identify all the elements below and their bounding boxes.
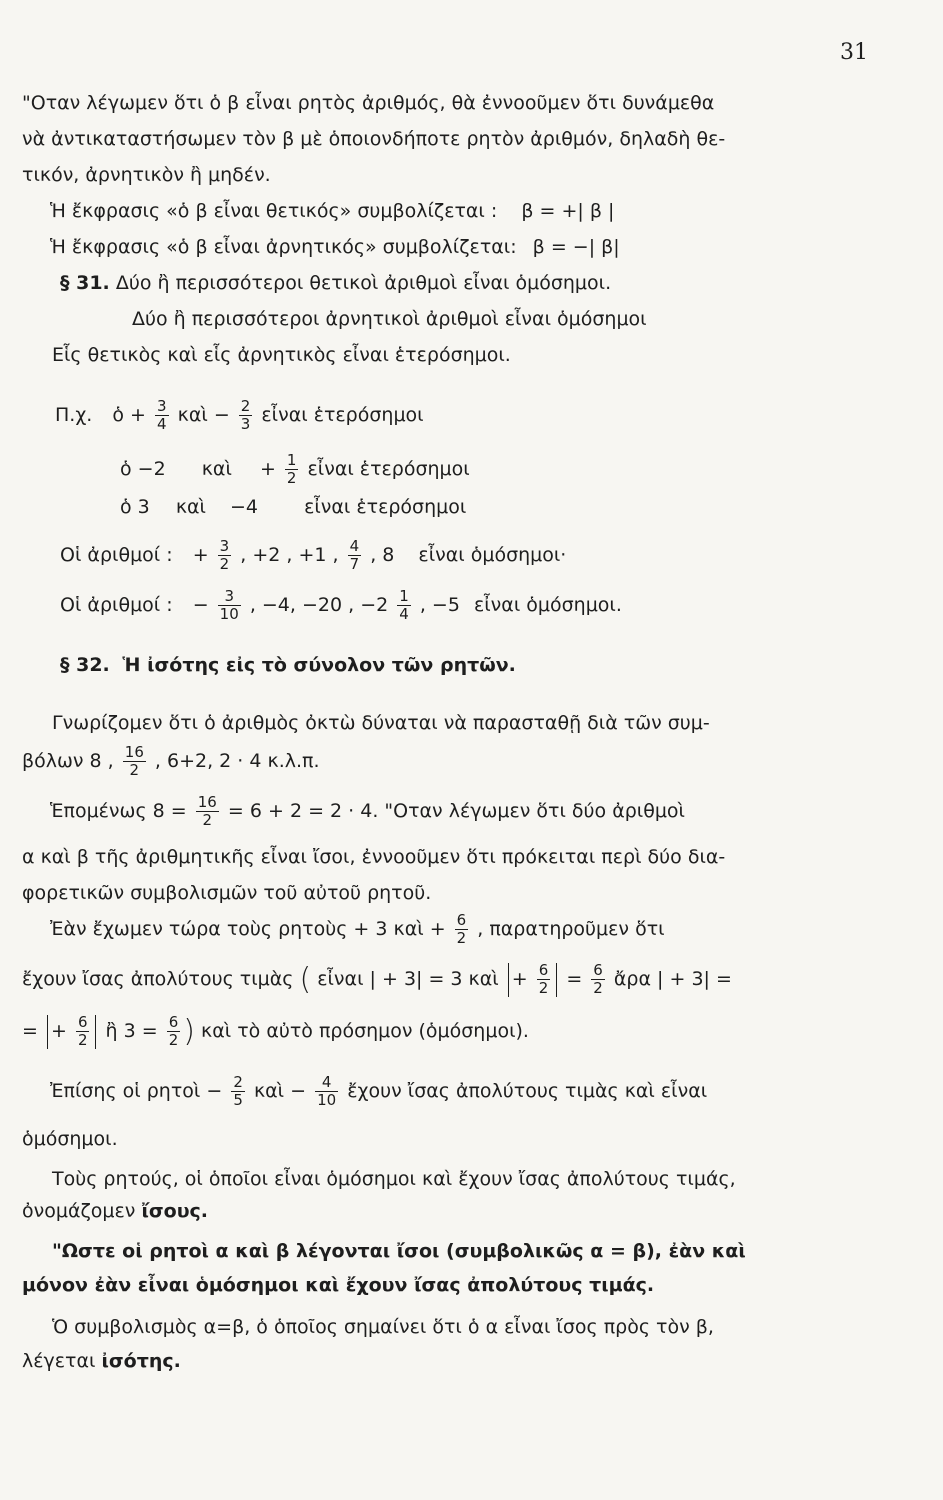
fraction: $\frac{6}{2}$ [593,961,603,997]
paragraph-line: Ἐὰν ἔχωμεν τώρα τοὺς ρητοὺς + 3 καὶ + $\frac{6}{2}$ , παρατηροῦμεν ὅτι [50,911,665,947]
paragraph-line: Ὁ συμβολισμὸς α=β, ὁ ὁποῖος σημαίνει ὅτι ὁ α εἶναι ἴσος πρὸς τὸν β, [52,1316,714,1338]
page-number: 31 [840,40,868,65]
fraction: $\frac{2}{5}$ [233,1073,243,1109]
fraction: $\frac{3}{4}$ [157,397,167,433]
paragraph-line: νὰ ἀντικαταστήσωμεν τὸν β μὲ ὁποιονδήποτε ρητὸν ἀριθμόν, δηλαδὴ θε- [22,128,726,150]
definition-line: μόνον ἐὰν εἶναι ὁμόσημοι καὶ ἔχουν ἴσας ἀπολύτους τιμάς. [22,1274,655,1296]
section-title: Ἡ ἰσότης εἰς τὸ σύνολον τῶν ρητῶν. [122,654,516,676]
paragraph-line: = + $\frac{6}{2}$ ἢ 3 = $\frac{6}{2}$ ) καὶ τὸ αὐτὸ πρόσημον (ὁμόσημοι). [22,1013,529,1049]
paragraph-line: ὁμόσημοι. [22,1128,118,1150]
paragraph-line: φορετικῶν συμβολισμῶν τοῦ αὐτοῦ ρητοῦ. [22,882,432,904]
expression-negative: Ἡ ἔκφρασις «ὁ β εἶναι ἀρνητικός» συμβολίζεται: β = −| β| [50,236,620,258]
paragraph-line: Ἐπίσης οἱ ρητοὶ − $\frac{2}{5}$ καὶ − $\frac{4}{10}$ ἔχουν ἴσας ἀπολύτους τιμὰς καὶ εἶναι [50,1073,708,1109]
fraction: $\frac{3}{2}$ [219,537,230,573]
paragraph-line: βόλων 8 , $\frac{16}{2}$ , 6+2, 2 · 4 κ.λ.π. [22,743,320,779]
paragraph-line: "Οταν λέγωμεν ὅτι ὁ β εἶναι ρητὸς ἀριθμός, θὰ ἐννοοῦμεν ὅτι δυνάμεθα [22,92,715,114]
paragraph-line: Δύο ἢ περισσότεροι ἀρνητικοὶ ἀριθμοὶ εἶναι ὁμόσημοι [132,308,647,330]
fraction: $\frac{6}{2}$ [456,911,467,947]
paragraph-line: τικόν, ἀρνητικὸν ἢ μηδέν. [22,164,271,186]
fraction: $\frac{16}{2}$ [197,793,217,829]
definition-line: "Ωστε οἱ ρητοὶ α καὶ β λέγονται ἴσοι (συμβολικῶς α = β), ἐὰν καὶ [52,1240,746,1262]
example-row-2: ὁ −2 καὶ + $\frac{1}{2}$ εἶναι ἑτερόσημοι [120,451,470,487]
section-31: § 31. Δύο ἢ περισσότεροι θετικοὶ ἀριθμοὶ εἶναι ὁμόσημοι. [60,272,612,294]
paragraph-line: Γνωρίζομεν ὅτι ὁ ἀριθμὸς ὀκτὼ δύναται νὰ παρασταθῇ διὰ τῶν συμ- [52,712,710,734]
paragraph-line: Τοὺς ρητούς, οἱ ὁποῖοι εἶναι ὁμόσημοι καὶ ἔχουν ἴσας ἀπολύτους τιμάς, [52,1168,736,1190]
expression-positive: Ἡ ἔκφρασις «ὁ β εἶναι θετικός» συμβολίζεται : β = +| β | [50,200,615,222]
fraction: $\frac{4}{7}$ [349,537,360,573]
fraction: $\frac{6}{2}$ [538,961,549,997]
fraction: $\frac{16}{2}$ [124,743,144,779]
fraction: $\frac{1}{2}$ [286,451,297,487]
numbers-row-2: Οἱ ἀριθμοί : − $\frac{3}{10}$ , −4, −20 , −2 $\frac{1}{4}$ , −5 εἶναι ὁμόσημοι. [60,587,622,623]
numbers-row-1: Οἱ ἀριθμοί : + $\frac{3}{2}$ , +2 , +1 , $\frac{4}{7}$ , 8 εἶναι ὁμόσημοι· [60,537,567,573]
paragraph-line: ὀνομάζομεν ἴσους. [22,1200,209,1222]
section-32-heading [60,654,516,676]
section-number: § 32. [60,654,110,676]
fraction: $\frac{6}{2}$ [168,1013,179,1049]
section-number: § 31. [60,272,110,294]
paragraph-line: ἔχουν ἴσας ἀπολύτους τιμὰς ( εἶναι | + 3| = 3 καὶ + $\frac{6}{2}$ = $\frac{6}{2}$ ἄρα | + 3| = [22,961,732,997]
example-row-1: Π.χ. ὁ + $\frac{3}{4}$ καὶ − $\frac{2}{3}$ εἶναι ἑτερόσημοι [55,397,424,433]
example-row-3: ὁ 3 καὶ −4 εἶναι ἑτερόσημοι [120,496,467,518]
paragraph-line: Ἑπομένως 8 = $\frac{16}{2}$ = 6 + 2 = 2 · 4. "Οταν λέγωμεν ὅτι δύο ἀριθμοὶ [50,793,685,829]
fraction: $\frac{2}{3}$ [240,397,251,433]
fraction: $\frac{4}{10}$ [317,1073,337,1109]
paragraph-line: λέγεται ἰσότης. [22,1350,181,1372]
paragraph-line: α καὶ β τῆς ἀριθμητικῆς εἶναι ἴσοι, ἐννοοῦμεν ὅτι πρόκειται περὶ δύο δια- [22,846,726,868]
paragraph-line: Εἷς θετικὸς καὶ εἷς ἀρνητικὸς εἶναι ἑτερόσημοι. [52,344,511,366]
fraction: $\frac{6}{2}$ [77,1013,88,1049]
fraction: $\frac{3}{10}$ [219,587,239,623]
fraction: $\frac{1}{4}$ [399,587,409,623]
